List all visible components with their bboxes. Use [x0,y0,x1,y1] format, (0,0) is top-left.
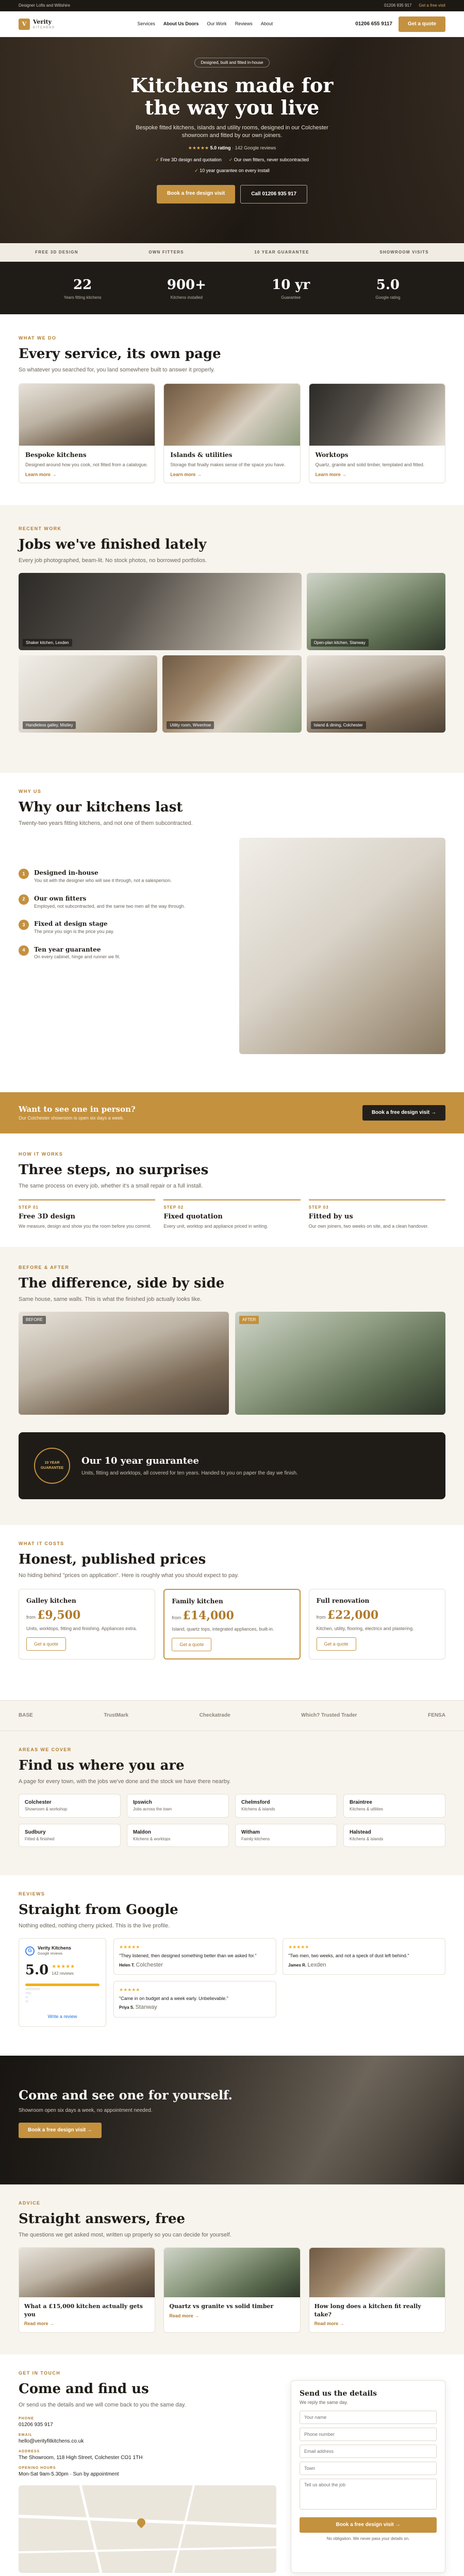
stat: 22 Years fitting kitchens [63,277,102,300]
why-title: Why our kitchens last [19,799,183,815]
pricing-sub: No hiding behind "prices on application". Here is roughly what you should expect to pay. [19,1572,239,1579]
compare-sub: Same house, same walls. This is what the finished job actually looks like. [19,1296,202,1302]
contact-title: Come and find us [19,2381,149,2397]
areas-title: Find us where you are [19,1757,185,1773]
trust-item: OWN FITTERS [148,250,184,255]
guarantee-desc: Units, fitting and worktops, all covered for ten years. Handed to you on paper the day we finish. [81,1470,298,1476]
banner-title: Want to see one in person? [19,1105,136,1114]
number-badge: 2 [19,894,29,905]
review-card: ★★★★★ "Two men, two weeks, and not a speck of dust left behind." James R. Lexden [283,1938,445,1975]
guarantee-panel [19,1432,445,1499]
hero-description: Bespoke fitted kitchens, islands and utility rooms, designed in our Colchester showroom and fitted by our own joiners. [136,124,328,139]
hero-check-1: ✓ Free 3D design and quotation [155,157,222,163]
price-quote-button[interactable]: Get a quote [172,1638,211,1652]
submit-button[interactable]: Book a free design visit → [300,2517,437,2533]
blog-eyebrow: ADVICE [19,2200,41,2206]
area-card[interactable]: Braintree Kitchens & utilities [343,1794,445,1817]
accreditation-logo: BASE [19,1713,33,1718]
work-photo[interactable]: Shaker kitchen, Lexden [19,573,302,650]
work-photo[interactable]: Open-plan kitchen, Stanway [307,573,445,650]
contact-address: The Showroom, 118 High Street, Colchester CO1 1TH [19,2454,143,2461]
contact-email[interactable]: hello@verityfitkitchens.co.uk [19,2438,84,2444]
brand-name: Verity [33,18,52,25]
blog-section [0,2184,464,2354]
before-photo: BEFORE [19,1312,229,1415]
cta-photo-section [0,2056,464,2184]
brand-sub: KITCHENS [33,26,55,29]
top-bar-visit-link[interactable]: Get a free visit [419,3,445,8]
trust-item: FREE 3D DESIGN [35,250,78,255]
hero-check-3: ✓ 10 year guarantee on every install [194,167,270,173]
why-photo [239,838,445,1054]
step: STEP 02 Fixed quotation Every unit, worktop and appliance priced in writing. [163,1199,300,1229]
area-card[interactable]: Maldon Kitchens & worktops [127,1824,229,1847]
form-title: Send us the details [300,2389,377,2398]
hero-check-2: ✓ Our own fitters, never subcontracted [228,157,309,163]
area-card[interactable]: Halstead Kitchens & islands [343,1824,445,1847]
write-review-link[interactable]: Write a review [47,2014,77,2020]
location-map[interactable] [19,2485,276,2573]
hero-pill: Designed, built and fitted in-house [194,58,270,67]
service-link[interactable]: Learn more → [25,471,57,477]
number-badge: 4 [19,945,29,956]
services-section [0,314,464,505]
work-photo[interactable]: Island & dining, Colchester [307,655,445,733]
service-link[interactable]: Learn more → [315,471,347,477]
areas-eyebrow: AREAS WE COVER [19,1747,72,1752]
why-sub: Twenty-two years fitting kitchens, and not one of them subcontracted. [19,820,193,826]
reviews-section [0,1875,464,2056]
hero [0,37,464,243]
work-section [0,505,464,773]
cta-photo-title: Come and see one for yourself. [19,2088,233,2103]
steps-title: Three steps, no surprises [19,1162,209,1178]
price-quote-button[interactable]: Get a quote [26,1637,66,1651]
hero-title-line1: Kitchens made for [130,74,334,97]
work-photo[interactable]: Handleless galley, Mistley [19,655,157,733]
hero-stars-icon: ★★★★★ [188,145,209,151]
form-sub: We reply the same day. [300,2399,348,2405]
cta-photo-sub: Showroom open six days a week, no appointment needed. [19,2107,153,2113]
trust-item: SHOWROOM VISITS [379,250,429,255]
contact-eyebrow: GET IN TOUCH [19,2370,61,2376]
services-sub: So whatever you searched for, you land somewhere built to answer it properly. [19,366,215,373]
google-icon: G [25,1946,35,1956]
accreditation-logo: Checkatrade [199,1713,230,1718]
pricing-eyebrow: WHAT IT COSTS [19,1541,64,1546]
review-card: ★★★★★ "They listened, then designed something better than we asked for." Helen T. Colchester [113,1938,276,1975]
compare-title: The difference, side by side [19,1275,225,1291]
contact-section: GET IN TOUCH Come and find us Or send us the details and we will come back to you the same day. PHONE 01206 935 917 EMAIL hello@verityfitkitchens.co.uk ADDRESS The Showroom, 118 High Street, Colchester CO1 1TH OPENING HOURS Mon-Sat 9am-5.30pm · Sun by appointment Send us the details We reply the same day. Your name Phone number Email address Town Tell us about the job Book a free design visit → No obligation. We never pass your details on. [0,2354,464,2576]
area-card[interactable]: Ipswich Jobs across the town [127,1794,229,1817]
reviews-title: Straight from Google [19,1902,178,1918]
nav-phone[interactable]: 01206 655 9117 [355,21,392,27]
price-card: Galley kitchen from £9,500 Units, worktops, fitting and finishing. Appliances extra. Get a quote [19,1589,155,1659]
service-photo [164,384,300,446]
blog-sub: The questions we get asked most, written up properly so you can decide for yourself. [19,2231,231,2238]
service-photo [19,384,155,446]
hero-title-line2: the way you live [144,95,320,119]
phone-field[interactable] [300,2428,437,2441]
pricing-title: Honest, published prices [19,1551,206,1567]
blog-card[interactable]: Quartz vs granite vs solid timber Read more → [163,2247,300,2332]
why-item: 2 Our own fitters Employed, not subcontracted, and the same two men all the way through. [19,894,224,909]
contact-form [291,2380,445,2573]
contact-phone[interactable]: 01206 935 917 [19,2422,53,2428]
nav-link-about-doors[interactable]: About Us Doors [163,21,199,27]
steps-sub: The same process on every job, whether it's a small repair or a full install. [19,1182,203,1189]
review-card: ★★★★★ "Came in on budget and a week early. Unbelievable." Priya S. Stanway [113,1981,276,2018]
number-badge: 1 [19,869,29,879]
steps-eyebrow: HOW IT WORKS [19,1151,63,1157]
service-link[interactable]: Learn more → [170,471,202,477]
check-icon: ✓ [155,157,161,163]
nav-link-our-work[interactable]: Our Work [207,21,227,27]
hero-call-button[interactable]: Call 01206 935 917 [240,185,307,204]
work-title: Jobs we've finished lately [19,536,207,552]
hero-rating: 5.0 rating [210,145,231,151]
top-bar-location: Designer Lofts and Wiltshire [19,3,71,8]
email-field[interactable] [300,2445,437,2458]
work-sub: Every job photographed, beam-lit. No stock photos, no borrowed portfolios. [19,557,207,564]
stat: 5.0 Google rating [375,277,401,300]
step: STEP 03 Fitted by us Our own joiners, two weeks on site, and a clean handover. [309,1199,445,1229]
town-field[interactable] [300,2462,437,2475]
contact-hours: Mon-Sat 9am-5.30pm · Sun by appointment [19,2471,119,2477]
form-note: No obligation. We never pass your details on. [326,2536,410,2541]
nav-link-reviews[interactable]: Reviews [235,21,253,27]
check-icon: ✓ [228,157,234,163]
accreditation-logo: Which? Trusted Trader [301,1713,357,1718]
work-photo[interactable]: Utility room, Wivenhoe [162,655,301,733]
areas-sub: A page for every town, with the jobs we've done and the stock we have there nearby. [19,1778,231,1785]
why-item: 3 Fixed at design stage The price you sign is the price you pay. [19,920,224,935]
services-eyebrow: WHAT WE DO [19,335,57,341]
accreditation-logo: TrustMark [104,1713,129,1718]
number-badge: 3 [19,920,29,930]
why-eyebrow: WHY US [19,789,42,794]
check-icon: ✓ [194,167,200,173]
compare-section [0,1247,464,1432]
banner-sub: Our Colchester showroom is open six days a week. [19,1115,124,1121]
service-card[interactable]: Bespoke kitchens Designed around how you cook, not fitted from a catalogue. Learn more → [19,383,155,483]
stars-icon: ★★★★★ [52,1964,75,1970]
work-eyebrow: RECENT WORK [19,526,62,531]
banner-cta-button[interactable]: Book a free design visit → [362,1105,445,1121]
logo[interactable] [19,18,55,30]
blog-title: Straight answers, free [19,2211,186,2227]
services-title: Every service, its own page [19,346,221,362]
main-nav [0,11,464,37]
cta-photo-button[interactable]: Book a free design visit → [19,2123,102,2138]
hero-book-button[interactable]: Book a free design visit [157,185,235,204]
nav-link-about[interactable]: About [260,21,273,27]
stats-band [0,262,464,314]
area-card[interactable]: Colchester Showroom & workshop [19,1794,121,1817]
nav-quote-button[interactable]: Get a quote [399,16,445,32]
pricing-section [0,1525,464,1700]
areas-section [0,1731,464,1875]
top-bar-phone[interactable]: 01206 935 917 [384,3,412,8]
step: STEP 01 Free 3D design We measure, design and show you the room before you commit. [19,1199,155,1229]
price-quote-button[interactable]: Get a quote [317,1637,356,1651]
name-field[interactable] [300,2411,437,2424]
why-item: 4 Ten year guarantee On every cabinet, hinge and runner we fit. [19,945,224,960]
guarantee-title: Our 10 year guarantee [81,1455,199,1467]
reviews-sub: Nothing edited, nothing cherry picked. This is the live profile. [19,1922,170,1929]
google-widget: G Verity Kitchens Google reviews 5.0 ★★★★★ 142 reviews Write a review [19,1938,106,2026]
steps-section [0,1133,464,1247]
compare-eyebrow: BEFORE & AFTER [19,1265,70,1270]
map-roads [19,2485,276,2573]
contact-sub: Or send us the details and we will come back to you the same day. [19,2401,186,2408]
top-bar [0,0,464,11]
message-field[interactable] [300,2479,437,2510]
after-photo: AFTER [235,1312,445,1415]
hero-rating-note: · 142 Google reviews [232,145,276,151]
why-item: 1 Designed in-house You sit with the designer who will see it through, not a salesperson. [19,869,224,884]
service-card[interactable]: Islands & utilities Storage that finally makes sense of the space you have. Learn more → [163,383,300,483]
price-card-featured: Family kitchen from £14,000 Island, quartz tops, integrated appliances, built-in. Get a quote [163,1589,300,1659]
stat: 900+ Kitchens installed [167,277,206,300]
blog-card[interactable]: How long does a kitchen fit really take? Read more → [309,2247,445,2332]
blog-card[interactable]: What a £15,000 kitchen actually gets you Read more → [19,2247,155,2332]
price-card: Full renovation from £22,000 Kitchen, utility, flooring, electrics and plastering. Get a quote [309,1589,445,1659]
area-card[interactable]: Chelmsford Kitchens & islands [235,1794,337,1817]
area-card[interactable]: Witham Family kitchens [235,1824,337,1847]
accreditation-strip [0,1700,464,1731]
google-score: 5.0 [25,1962,49,1978]
trust-strip [0,243,464,262]
trust-item: 10 YEAR GUARANTEE [254,250,309,255]
nav-link-services[interactable]: Services [137,21,155,27]
why-section [0,773,464,1092]
stat: 10 yr Guarantee [272,277,310,300]
reviews-eyebrow: REVIEWS [19,1891,45,1896]
accreditation-logo: FENSA [428,1713,445,1718]
showroom-banner [0,1092,464,1133]
guarantee-badge-icon: 10 YEAR GUARANTEE [34,1448,70,1484]
area-card[interactable]: Sudbury Fitted & finished [19,1824,121,1847]
service-photo [309,384,445,446]
logo-mark-icon: V [19,19,30,30]
service-card[interactable]: Worktops Quartz, granite and solid timber, templated and fitted. Learn more → [309,383,445,483]
